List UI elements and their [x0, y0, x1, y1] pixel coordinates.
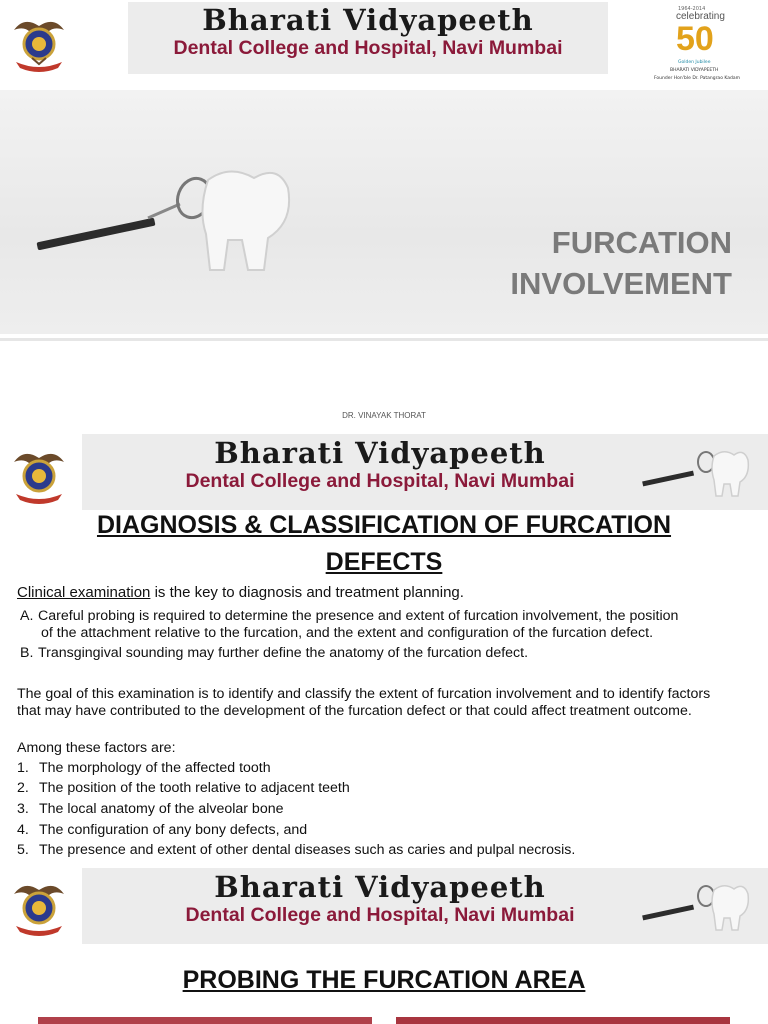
- factor-text: The local anatomy of the alveolar bone: [39, 801, 284, 817]
- hero-divider: [0, 338, 768, 341]
- intro-bold: Clinical examination: [17, 584, 151, 601]
- title-line1: DIAGNOSIS & CLASSIFICATION OF FURCATION: [96, 511, 672, 539]
- factor-text: The position of the tooth relative to adjacent teeth: [39, 780, 350, 796]
- author-credit: DR. VINAYAK THORAT: [342, 411, 426, 420]
- header-banner-3: [0, 866, 768, 946]
- institution-name: Bharati Vidyapeeth: [214, 870, 546, 904]
- institution-subtitle: Dental College and Hospital, Navi Mumbai: [185, 904, 575, 926]
- clinical-photo-left: [38, 1017, 372, 1024]
- clinical-photo-right: [396, 1017, 730, 1024]
- institution-subtitle: Dental College and Hospital, Navi Mumbai: [185, 470, 575, 492]
- hero-title-line2: INVOLVEMENT: [510, 266, 732, 301]
- factor-item: [17, 822, 307, 839]
- factor-item: [17, 801, 284, 818]
- jubilee-line1: Golden Jubilee: [678, 60, 711, 65]
- institution-name: Bharati Vidyapeeth: [214, 436, 546, 470]
- hero-title-line1: FURCATION: [551, 225, 732, 260]
- title-line2: DEFECTS: [325, 548, 443, 576]
- header-banner-2: [0, 432, 768, 510]
- factor-text: The morphology of the affected tooth: [39, 760, 271, 776]
- factor-item: [17, 760, 271, 777]
- slide-title-probing: [0, 966, 768, 995]
- jubilee-line3: Founder Hon'ble Dr. Patangrao Kadam: [654, 76, 741, 81]
- jubilee-celebrating: celebrating: [676, 11, 725, 22]
- tooth-with-mirror-icon: [640, 446, 750, 498]
- factor-item: [17, 842, 575, 859]
- institution-name: Bharati Vidyapeeth: [202, 3, 534, 37]
- college-emblem-icon: [10, 12, 68, 74]
- institution-subtitle: Dental College and Hospital, Navi Mumbai: [173, 37, 563, 59]
- probe-title-text: PROBING THE FURCATION AREA: [182, 966, 586, 994]
- slide-title-diagnosis: [40, 507, 728, 581]
- golden-jubilee-logo: [652, 6, 742, 88]
- intro-paragraph: [17, 585, 757, 602]
- item-line2: of the attachment relative to the furcation, and the extent and configuration of the furcation defect.: [41, 624, 654, 641]
- jubilee-years: 1964-2014: [678, 6, 706, 12]
- factor-number: 1.: [17, 760, 29, 776]
- item-line1: Careful probing is required to determine the presence and extent of furcation involvement, the position: [38, 608, 679, 624]
- factor-number: 4.: [17, 822, 29, 838]
- factor-number: 3.: [17, 801, 29, 817]
- hero-title: [510, 222, 732, 304]
- banner-title-box: [128, 2, 608, 74]
- header-banner-1: [0, 0, 768, 90]
- factor-number: 5.: [17, 842, 29, 858]
- item-line1: Transgingival sounding may further define the anatomy of the furcation defect.: [38, 645, 529, 661]
- factor-text: The presence and extent of other dental diseases such as caries and pulpal necrosis.: [39, 842, 576, 858]
- jubilee-number: 50: [676, 20, 714, 58]
- jubilee-line2: BHARATI VIDYAPEETH: [670, 68, 719, 73]
- item-label: B.: [20, 645, 34, 661]
- goal-paragraph: The goal of this examination is to identify and classify the extent of furcation involvement and to identify factors that may have contributed to the development of the furcation defect or that could affect treatment outcome.: [17, 686, 711, 719]
- factor-item: [17, 780, 350, 797]
- tooth-with-mirror-icon: [640, 880, 750, 932]
- tooth-with-mirror-icon: [30, 158, 300, 278]
- list-item-b: [20, 645, 762, 662]
- item-label: A.: [20, 608, 34, 624]
- intro-rest: is the key to diagnosis and treatment planning.: [150, 584, 464, 601]
- hero-image: [0, 90, 768, 334]
- factor-number: 2.: [17, 780, 29, 796]
- factors-intro: Among these factors are:: [17, 740, 176, 756]
- factor-text: The configuration of any bony defects, and: [39, 822, 308, 838]
- list-item-a: [20, 608, 762, 641]
